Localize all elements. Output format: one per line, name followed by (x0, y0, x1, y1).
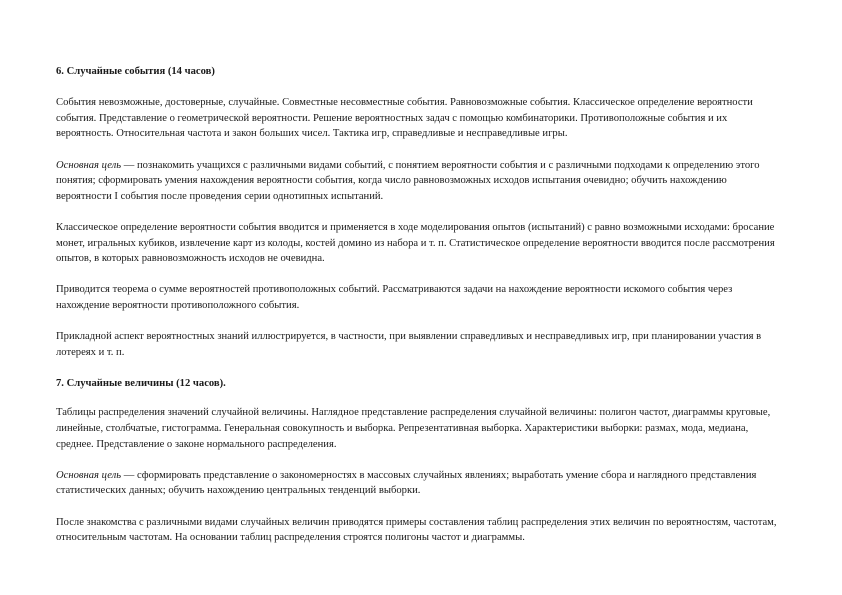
document-page (56, 64, 784, 561)
section-6-goal (56, 158, 784, 205)
section-7-distribution-tables: После знакомства с различными видами случайных величин приводятся примеры составления таблиц распределения этих величин по вероятностям, частотам, относительным частотам. На основании таблиц распределения строятся полигоны частот и диаграммы. (56, 516, 777, 544)
section-7-topics: Таблицы распределения значений случайной величины. Наглядное представление распределения случайной величины: полигон частот, диаграммы круговые, линейные, столбчатые, гистограмма. Генеральная совокупность и выборка. Репрезентативная выборка. Характеристики выборки: размах, мода, медиана, среднее. Представление о законе нормального распределения. (56, 407, 771, 450)
section-6-applied-aspect: Прикладной аспект вероятностных знаний иллюстрируется, в частности, при выявлении справедливых и несправедливых игр, при планировании участия в лотереях и т. п. (56, 331, 762, 358)
section-6-goal-label: Основная цель (56, 159, 122, 171)
section-6-topics: События невозможные, достоверные, случайные. Совместные несовместные события. Равновозможные события. Классическое определение вероятности события. Представление о геометрической вероятности. Решение вероятностных задач с помощью комбинаторики. Противоположные события и их вероятность. Относительная частота и закон больших чисел. Тактика игр, справедливые и несправедливые игры. (56, 97, 753, 140)
section-6-classical-definition: Классическое определение вероятности события вводится и применяется в ходе моделирования опытов (испытаний) с равно возможными исходами: бросание монет, игральных кубиков, извлечение карт из колоды, костей домино из набора и т. п. Статистическое определение вероятности вводится после рассмотрения опытов, в которых равновозможность исходов не очевидна. (56, 221, 775, 265)
section-7-goal-label: Основная цель (56, 469, 122, 481)
section-6-goal-text: — познакомить учащихся с различными видами событий, с понятием вероятности события и с различными подходами к определению этого понятия; сформировать умения нахождения вероятности события, когда число равновозможных исходов испытания очевидно; обучить нахождению вероятности I события после проведения серии однотипных испытаний. (56, 159, 760, 202)
section-7-heading: 7. Случайные величины (12 часов). (56, 377, 226, 389)
section-7-goal (56, 468, 784, 499)
section-7-goal-text: — сформировать представление о закономерностях в массовых случайных явлениях; выработать умение сбора и наглядного представления статистических данных; обучить нахождению центральных тенденций выборки. (56, 469, 757, 497)
section-6-theorem: Приводится теорема о сумме вероятностей противоположных событий. Рассматриваются задачи на нахождение вероятности искомого события через нахождение вероятности противоположного события. (56, 284, 733, 311)
section-6-heading: 6. Случайные события (14 часов) (56, 66, 215, 77)
